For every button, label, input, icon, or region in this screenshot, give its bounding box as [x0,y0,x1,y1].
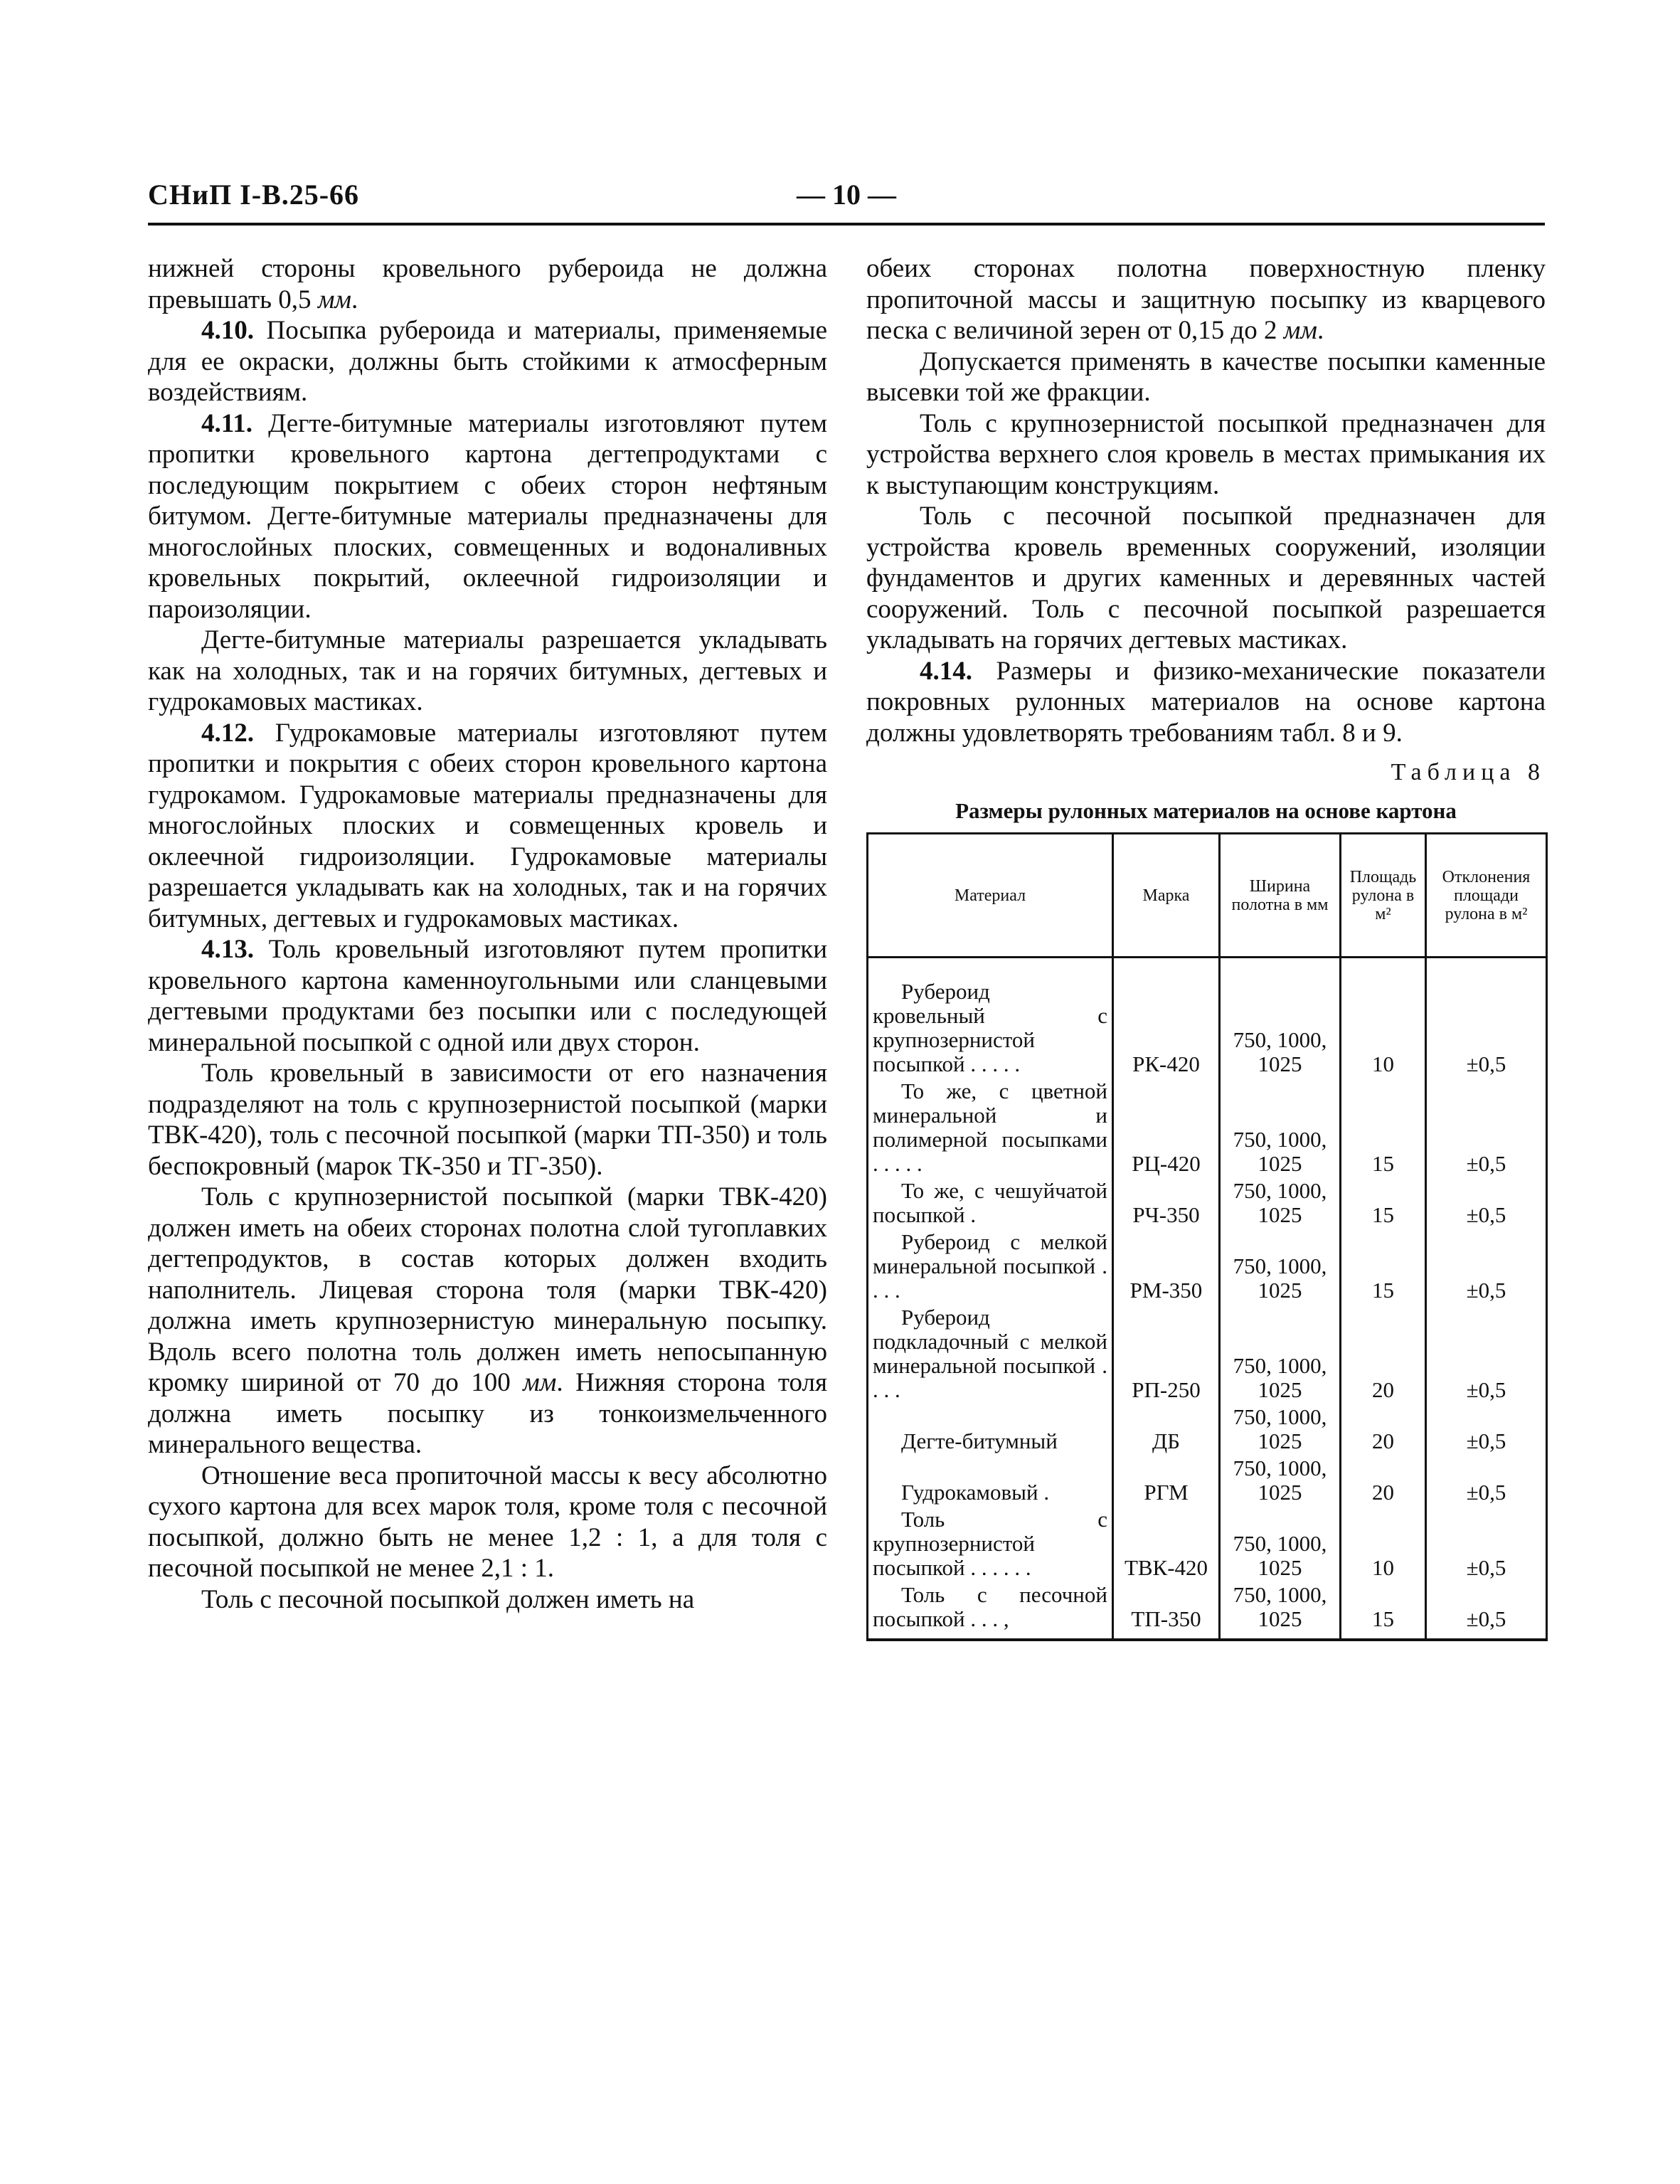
mark-cell: ТП-350 [1113,1581,1220,1640]
column-header: Ширина полотна в мм [1220,834,1341,958]
deviation-cell: ±0,5 [1426,1506,1547,1581]
material-cell: Дегте-битумный [868,1404,1113,1455]
clause-number: 4.13. [201,935,254,964]
area-cell: 20 [1341,1455,1426,1506]
page-header [148,178,1545,221]
width-cell: 750, 1000, 1025 [1220,1506,1341,1581]
clause-number: 4.12. [201,718,254,748]
mark-cell: РГМ [1113,1455,1220,1506]
width-cell: 750, 1000, 1025 [1220,1078,1341,1177]
width-cell: 750, 1000, 1025 [1220,1304,1341,1404]
paragraph: 4.14. Размеры и физико-механические показатели покровных рулонных материалов на основе картона должны удовлетворять требованиям табл. 8 и 9. [866,656,1546,748]
clause-number: 4.11. [201,408,252,438]
paragraph: Отношение веса пропиточной массы к весу абсолютно сухого картона для всех марок толя, кроме толя с песочной посыпкой, должно быть не менее 1,2 : 1, а для толя с песочной посыпкой не менее 2,1 : 1. [148,1461,827,1583]
width-cell: 750, 1000, 1025 [1220,1404,1341,1455]
mark-cell: РЦ-420 [1113,1078,1220,1177]
material-cell: То же, с чешуйчатой посыпкой . [868,1177,1113,1229]
page-number: — 10 — [797,179,896,211]
paragraph: Толь кровельный в зависимости от его назначения подразделяют на толь с крупнозернистой посыпкой (марки ТВК-420), толь с песочной посыпкой (марки ТП-350) и толь беспокровный (марок ТК-350 и ТГ-350). [148,1059,827,1181]
column-header: Материал [868,834,1113,958]
table-row [868,958,1547,1078]
paragraph: Толь с песочной посыпкой должен иметь на [201,1584,695,1614]
area-cell: 10 [1341,958,1426,1078]
paragraph: 4.11. Дегте-битумные материалы изготовляют путем пропитки кровельного картона дегтепродуктами с последующим покрытием с обеих сторон нефтяным битумом. Дегте-битумные материалы предназначены для многослойных плоских, совмещенных и водоналивных кровельных покрытий, оклеечной гидроизоляции и пароизоляции. [148,408,827,624]
material-cell: Толь с крупнозернистой посыпкой . . . . . . [868,1506,1113,1581]
table-row [868,1581,1547,1640]
material-cell: То же, с цветной минеральной и полимерной посыпками . . . . . [868,1078,1113,1177]
deviation-cell: ±0,5 [1426,1455,1547,1506]
table-row [868,1404,1547,1455]
deviation-cell: ±0,5 [1426,958,1547,1078]
area-cell: 15 [1341,1581,1426,1640]
paragraph: обеих сторонах полотна поверхностную пленку пропиточной массы и защитную посыпку из кварцевого песка с величиной зерен от 0,15 до 2 мм. [866,254,1546,345]
column-header: Площадь рулона в м² [1341,834,1426,958]
width-cell: 750, 1000, 1025 [1220,1177,1341,1229]
right-column [866,253,1546,1641]
clause-number: 4.10. [201,316,254,345]
paragraph: 4.10. Посыпка рубероида и материалы, применяемые для ее окраски, должны быть стойкими к атмосферным воздействиям. [148,316,827,407]
material-cell: Рубероид подкладочный с мелкой минеральной посыпкой . . . . [868,1304,1113,1404]
material-cell: Рубероид кровельный с крупнозернистой посыпкой . . . . . [868,958,1113,1078]
deviation-cell: ±0,5 [1426,1304,1547,1404]
table-row [868,1177,1547,1229]
area-cell: 20 [1341,1404,1426,1455]
material-cell: Рубероид с мелкой минеральной посыпкой . . . . [868,1229,1113,1304]
column-header: Отклонения площади рулона в м² [1426,834,1547,958]
width-cell: 750, 1000, 1025 [1220,1455,1341,1506]
column-header: Марка [1113,834,1220,958]
paragraph: Толь с крупнозернистой посыпкой предназначен для устройства верхнего слоя кровель в местах примыкания их к выступающим конструкциям. [866,408,1546,500]
deviation-cell: ±0,5 [1426,1177,1547,1229]
area-cell: 10 [1341,1506,1426,1581]
paragraph: 4.12. Гудрокамовые материалы изготовляют путем пропитки и покрытия с обеих сторон кровельного картона гудрокамом. Гудрокамовые материалы предназначены для многослойных плоских и совмещенных кровель и оклеечной гидроизоляции. Гудрокамовые материалы разрешается укладывать как на холодных, так и на горячих битумных, дегтевых и гудрокамовых мастиках. [148,718,827,933]
paragraph: Дегте-битумные материалы разрешается укладывать как на холодных, так и на горячих битумных, дегтевых и гудрокамовых мастиках. [148,625,827,716]
mark-cell: ДБ [1113,1404,1220,1455]
material-cell: Толь с песочной посыпкой . . . , [868,1581,1113,1640]
mark-cell: РЧ-350 [1113,1177,1220,1229]
material-cell: Гудрокамовый . [868,1455,1113,1506]
clause-number: 4.14. [920,656,972,686]
mark-cell: ТВК-420 [1113,1506,1220,1581]
area-cell: 20 [1341,1304,1426,1404]
deviation-cell: ±0,5 [1426,1229,1547,1304]
area-cell: 15 [1341,1177,1426,1229]
width-cell: 750, 1000, 1025 [1220,1581,1341,1640]
table-title: Размеры рулонных материалов на основе картона [955,798,1457,823]
mark-cell: РП-250 [1113,1304,1220,1404]
document-code: СНиП I-B.25-66 [148,179,360,211]
width-cell: 750, 1000, 1025 [1220,1229,1341,1304]
deviation-cell: ±0,5 [1426,1078,1547,1177]
left-column [148,253,827,1615]
table-row [868,1078,1547,1177]
header-rule [148,223,1545,226]
table-label: Таблица 8 [1391,759,1546,785]
area-cell: 15 [1341,1078,1426,1177]
paragraph: Толь с песочной посыпкой предназначен для устройства кровель временных сооружений, изоляции фундаментов и других каменных и деревянных частей сооружений. Толь с песочной посыпкой разрешается укладывать на горячих дегтевых мастиках. [866,502,1546,654]
table-row [868,1506,1547,1581]
materials-table [866,832,1548,1641]
table-row [868,1229,1547,1304]
mark-cell: РМ-350 [1113,1229,1220,1304]
paragraph: Допускается применять в качестве посыпки каменные высевки той же фракции. [866,346,1546,407]
paragraph: нижней стороны кровельного рубероида не должна превышать 0,5 мм. [148,254,827,314]
area-cell: 15 [1341,1229,1426,1304]
paragraph: 4.13. Толь кровельный изготовляют путем пропитки кровельного картона каменноугольными или сланцевыми дегтевыми продуктами без посыпки или с последующей минеральной посыпкой с одной или двух сторон. [148,935,827,1057]
mark-cell: РК-420 [1113,958,1220,1078]
width-cell: 750, 1000, 1025 [1220,958,1341,1078]
deviation-cell: ±0,5 [1426,1404,1547,1455]
deviation-cell: ±0,5 [1426,1581,1547,1640]
table-row [868,1304,1547,1404]
paragraph: Толь с крупнозернистой посыпкой (марки ТВК-420) должен иметь на обеих сторонах полотна слой тугоплавких дегтепродуктов, в состав которых должен входить наполнитель. Лицевая сторона толя (марки ТВК-420) должна иметь крупнозернистую минеральную посыпку. Вдоль всего полотна толь должен иметь непосыпанную кромку шириной от 70 до 100 мм. Нижняя сторона толя должна иметь посыпку из тонкоизмельченного минерального вещества. [148,1182,827,1459]
table-row [868,1455,1547,1506]
table-header-row [868,834,1547,958]
